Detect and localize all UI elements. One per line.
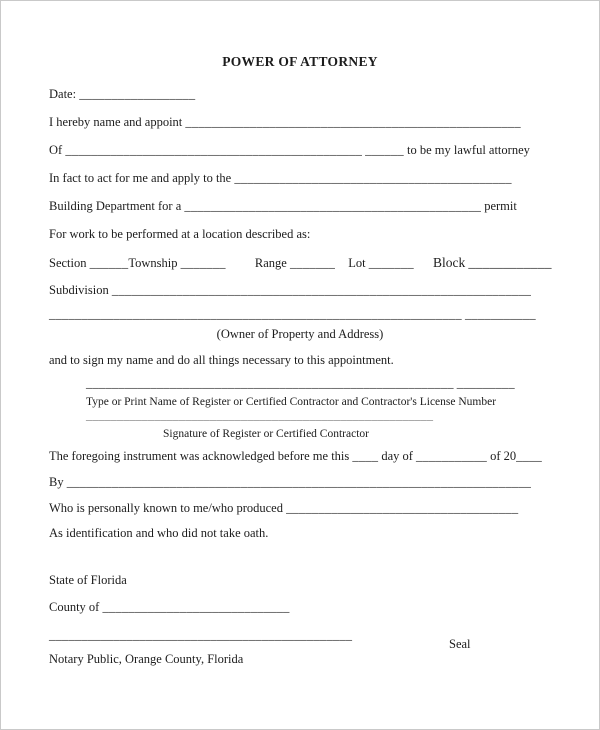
section-blank: ______ (89, 256, 129, 270)
block-blank: ____________ (468, 255, 552, 270)
document-title: POWER OF ATTORNEY (222, 54, 378, 69)
of-blank-2: ______ (365, 143, 404, 157)
contractor-name-caption: Type or Print Name of Register or Certified Contractor and Contractor's License Number (86, 396, 497, 408)
lot-label: Lot (348, 256, 366, 270)
owner-blank-row (49, 307, 536, 322)
known-row (49, 501, 518, 516)
subdivision-label: Subdivision (49, 283, 109, 297)
contractor-name-blank-1: _________________________________________________________ (86, 376, 454, 390)
acknowledged-text-1: The foregoing instrument was acknowledged before me this (49, 449, 350, 463)
identification-row: As identification and who did not take oath. (49, 526, 269, 540)
county-label: County of (49, 600, 100, 614)
notary-signature-blank-row (49, 628, 352, 643)
work-description-row: For work to be performed at a location described as: (49, 227, 311, 241)
of-suffix: to be my lawful attorney (406, 143, 530, 157)
township-label: Township (128, 256, 178, 270)
in-fact-blank: ___________________________________________ (234, 171, 512, 185)
block-label: Block (432, 255, 466, 270)
notary-caption: Notary Public, Orange County, Florida (49, 652, 244, 666)
subdivision-row (49, 283, 531, 298)
by-row (49, 475, 531, 490)
sign-appointment-row: and to sign my name and do all things necessary to this appointment. (49, 353, 394, 367)
in-fact-row (49, 171, 512, 186)
acknowledged-year-blank: ____ (516, 449, 542, 463)
known-label: Who is personally known to me/who produced (49, 501, 283, 515)
of-label: Of (49, 143, 63, 157)
appoint-label: I hereby name and appoint (49, 115, 183, 129)
building-suffix: permit (484, 199, 517, 213)
contractor-signature-caption: Signature of Register or Certified Contractor (163, 428, 369, 440)
owner-blank-2: ___________ (464, 307, 536, 321)
by-label: By (49, 475, 64, 489)
state-row: State of Florida (49, 573, 127, 587)
date-blank: __________________ (79, 87, 196, 101)
acknowledged-text-2: day of (381, 449, 413, 463)
contractor-name-blank-2: _________ (456, 376, 515, 390)
date-row (49, 87, 195, 102)
acknowledged-text-3: of 20 (490, 449, 517, 463)
contractor-signature-blank-row (86, 408, 433, 423)
of-blank-1: ______________________________________________ (65, 143, 363, 157)
location-row (49, 255, 552, 271)
range-label: Range (254, 256, 287, 270)
seal-label: Seal (449, 637, 471, 651)
range-blank: _______ (289, 256, 336, 270)
of-row (49, 143, 530, 158)
acknowledged-day-blank: ____ (352, 449, 379, 463)
contractor-name-blank-row (86, 376, 515, 391)
known-blank: ____________________________________ (286, 501, 519, 515)
lot-blank: _______ (368, 256, 414, 270)
contractor-signature-blank: ________________________________________________________ (86, 408, 434, 422)
building-row (49, 199, 517, 214)
subdivision-blank: _________________________________________________________________ (111, 283, 532, 297)
notary-signature-blank: _______________________________________________ (49, 628, 353, 642)
county-row (49, 600, 290, 615)
acknowledged-row (49, 449, 542, 464)
in-fact-label: In fact to act for me and apply to the (49, 171, 232, 185)
township-blank: _______ (180, 256, 226, 270)
building-label: Building Department for a (49, 199, 182, 213)
date-label: Date: (49, 87, 77, 101)
county-blank: _____________________________ (102, 600, 290, 614)
appoint-row (49, 115, 521, 130)
section-label: Section (49, 256, 87, 270)
building-blank: ______________________________________________ (184, 199, 482, 213)
acknowledged-month-blank: ___________ (416, 449, 487, 463)
owner-blank-1: ________________________________________________________________ (49, 307, 462, 321)
by-blank: ________________________________________________________________________ (66, 475, 532, 489)
owner-caption: (Owner of Property and Address) (216, 327, 384, 341)
appoint-blank: ____________________________________________________ (185, 115, 521, 129)
